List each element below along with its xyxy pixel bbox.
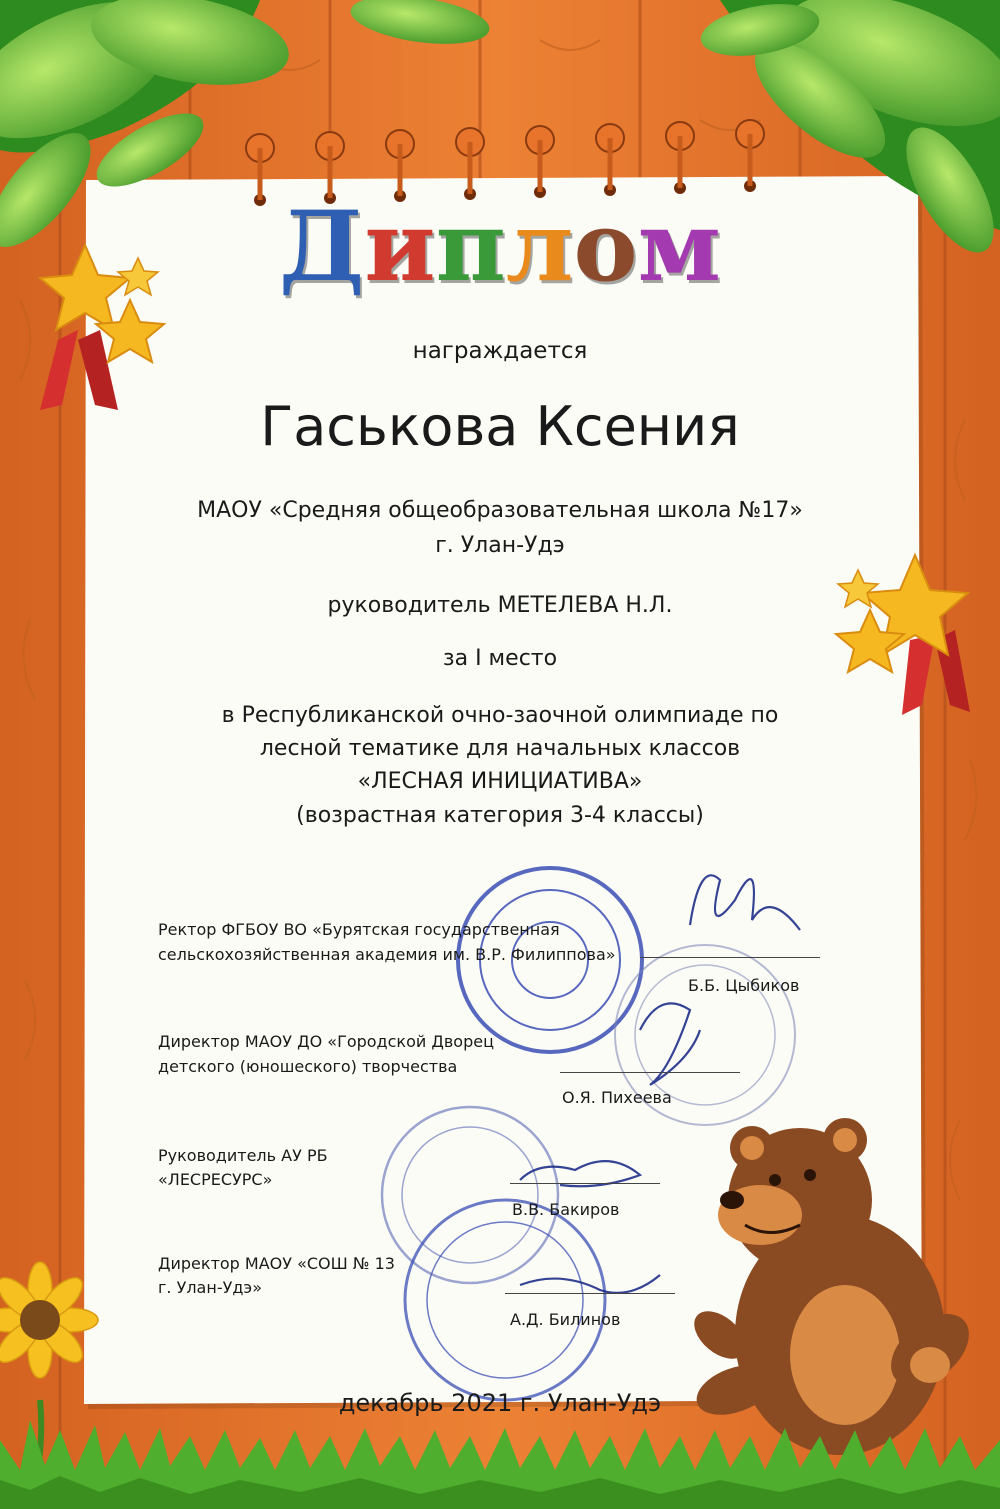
school-city: г. Улан-Удэ [435, 533, 565, 558]
signatory-4-role-line-2: г. Улан-Удэ» [158, 1278, 262, 1297]
title-letter: и [364, 190, 436, 303]
signatory-2-name: О.Я. Пихеева [562, 1088, 672, 1107]
signatory-3-role-line-2: «ЛЕСРЕСУРС» [158, 1170, 273, 1189]
signatory-2-role-line-2: детского (юношеского) творчества [158, 1057, 458, 1076]
title-letter: м [637, 190, 721, 303]
olympiad-name: «ЛЕСНАЯ ИНИЦИАТИВА» [357, 769, 643, 794]
title-letter: л [505, 190, 574, 303]
issue-date: декабрь 2021 г. Улан-Удэ [338, 1389, 662, 1417]
signature-line-4 [505, 1293, 675, 1294]
award-place: за I место [442, 646, 558, 671]
title-letter: о [573, 190, 638, 303]
signatory-1-role-line-1: Ректор ФГБОУ ВО «Бурятская государственная [158, 920, 560, 939]
recipient-name: Гаськова Ксения [260, 395, 740, 458]
title-letter: Д [279, 190, 365, 303]
signatory-4-role-line-1: Директор МАОУ «СОШ № 13 [158, 1254, 395, 1273]
olympiad-line-1: в Республиканской очно-заочной олимпиаде по [221, 703, 779, 728]
signatory-3-role-line-1: Руководитель АУ РБ [158, 1146, 328, 1165]
signature-line-1 [640, 957, 820, 958]
school-name: МАОУ «Средняя общеобразовательная школа №17» [197, 498, 803, 523]
leader-name: руководитель МЕТЕЛЕВА Н.Л. [327, 593, 673, 618]
olympiad-line-2: лесной тематике для начальных классов [259, 736, 741, 761]
signatory-3-name: В.В. Бакиров [512, 1200, 620, 1219]
awarded-label: награждается [412, 338, 588, 364]
signatory-1-name: Б.Б. Цыбиков [688, 976, 800, 995]
signatory-1-role-line-2: сельскохозяйственная академия им. В.Р. Филиппова» [158, 945, 616, 964]
signature-line-2 [560, 1072, 740, 1073]
diploma-title [0, 192, 1000, 312]
signature-line-3 [510, 1183, 660, 1184]
olympiad-category: (возрастная категория 3-4 классы) [296, 803, 704, 828]
title-letter: п [435, 190, 506, 303]
signatory-2-role-line-1: Директор МАОУ ДО «Городской Дворец [158, 1032, 494, 1051]
signatory-4-name: А.Д. Билинов [510, 1310, 621, 1329]
